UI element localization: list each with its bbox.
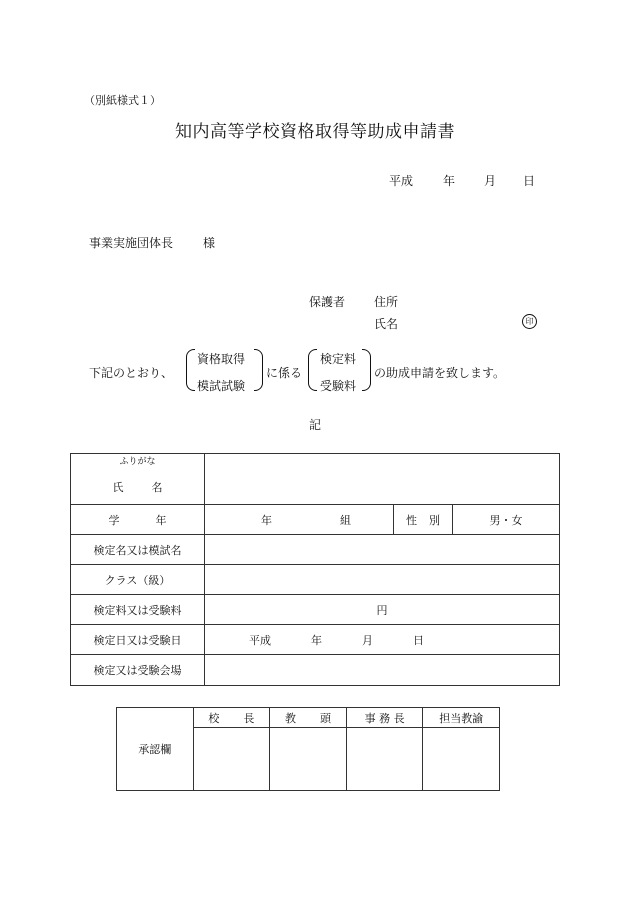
ki-heading: 記 bbox=[308, 418, 321, 432]
addressee-name: 事業実施団体長 bbox=[89, 236, 174, 250]
option-exam-fee: 検定料 bbox=[320, 352, 357, 366]
seal-mark-icon: 印 bbox=[522, 314, 537, 329]
exam-name-label: 検定名又は模試名 bbox=[71, 535, 205, 565]
table-row bbox=[71, 535, 560, 565]
venue-field[interactable] bbox=[205, 655, 560, 686]
exam-date-label: 検定日又は受験日 bbox=[71, 625, 205, 655]
application-table bbox=[70, 453, 560, 686]
addressee-honorific: 様 bbox=[203, 236, 216, 250]
date-era: 平成 bbox=[389, 174, 414, 188]
principal-stamp-cell[interactable] bbox=[193, 728, 270, 791]
table-row bbox=[71, 505, 560, 535]
form-number: （別紙様式１） bbox=[84, 94, 161, 107]
fee-field[interactable] bbox=[205, 595, 560, 625]
address-label: 住所 bbox=[374, 295, 399, 309]
exam-date-field[interactable]: 平成 年 月 日 bbox=[205, 625, 560, 655]
name-label: 氏名 bbox=[374, 317, 399, 331]
option-test-fee: 受験料 bbox=[320, 379, 357, 393]
approval-label: 承認欄 bbox=[117, 708, 194, 791]
table-row bbox=[71, 655, 560, 686]
office-head-stamp-cell[interactable] bbox=[346, 728, 423, 791]
principal-header: 校 長 bbox=[193, 708, 270, 728]
name-header-cell bbox=[71, 454, 205, 505]
class-level-field[interactable] bbox=[205, 565, 560, 595]
student-name-field[interactable] bbox=[205, 454, 560, 505]
furigana-label: ふりがな bbox=[119, 456, 156, 467]
grade-class-field[interactable]: 年 組 bbox=[205, 505, 394, 535]
left-brace-b bbox=[308, 349, 317, 391]
vice-principal-stamp-cell[interactable] bbox=[270, 728, 347, 791]
gender-label: 性 別 bbox=[394, 505, 453, 535]
option-qualification: 資格取得 bbox=[197, 352, 246, 366]
table-row bbox=[117, 708, 500, 728]
student-name-label: 氏 名 bbox=[112, 480, 163, 494]
date-month-label: 月 bbox=[484, 174, 497, 188]
option-mock-exam: 模試試験 bbox=[197, 379, 246, 393]
table-row bbox=[71, 595, 560, 625]
approval-table bbox=[116, 707, 500, 791]
request-suffix: の助成申請を致します。 bbox=[374, 366, 506, 380]
venue-label: 検定又は受験会場 bbox=[71, 655, 205, 686]
fee-label: 検定料又は受験料 bbox=[71, 595, 205, 625]
right-brace-a bbox=[254, 349, 263, 391]
teacher-header: 担当教諭 bbox=[423, 708, 500, 728]
vice-principal-header: 教 頭 bbox=[270, 708, 347, 728]
yen-unit: 円 bbox=[376, 603, 388, 617]
right-brace-b bbox=[362, 349, 371, 391]
guardian-label: 保護者 bbox=[309, 295, 346, 309]
teacher-stamp-cell[interactable] bbox=[423, 728, 500, 791]
document-title: 知内高等学校資格取得等助成申請書 bbox=[175, 122, 455, 142]
request-prefix: 下記のとおり、 bbox=[89, 366, 174, 380]
date-day-label: 日 bbox=[523, 174, 536, 188]
table-row bbox=[71, 565, 560, 595]
gender-field[interactable]: 男・女 bbox=[453, 505, 560, 535]
left-brace-a bbox=[186, 349, 195, 391]
exam-name-field[interactable] bbox=[205, 535, 560, 565]
addressee bbox=[89, 234, 215, 251]
table-row bbox=[71, 454, 560, 505]
table-row bbox=[71, 625, 560, 655]
date-year-label: 年 bbox=[443, 174, 456, 188]
grade-label: 学 年 bbox=[71, 505, 205, 535]
class-level-label: クラス（級） bbox=[71, 565, 205, 595]
request-middle: に係る bbox=[266, 366, 303, 380]
office-head-header: 事 務 長 bbox=[346, 708, 423, 728]
